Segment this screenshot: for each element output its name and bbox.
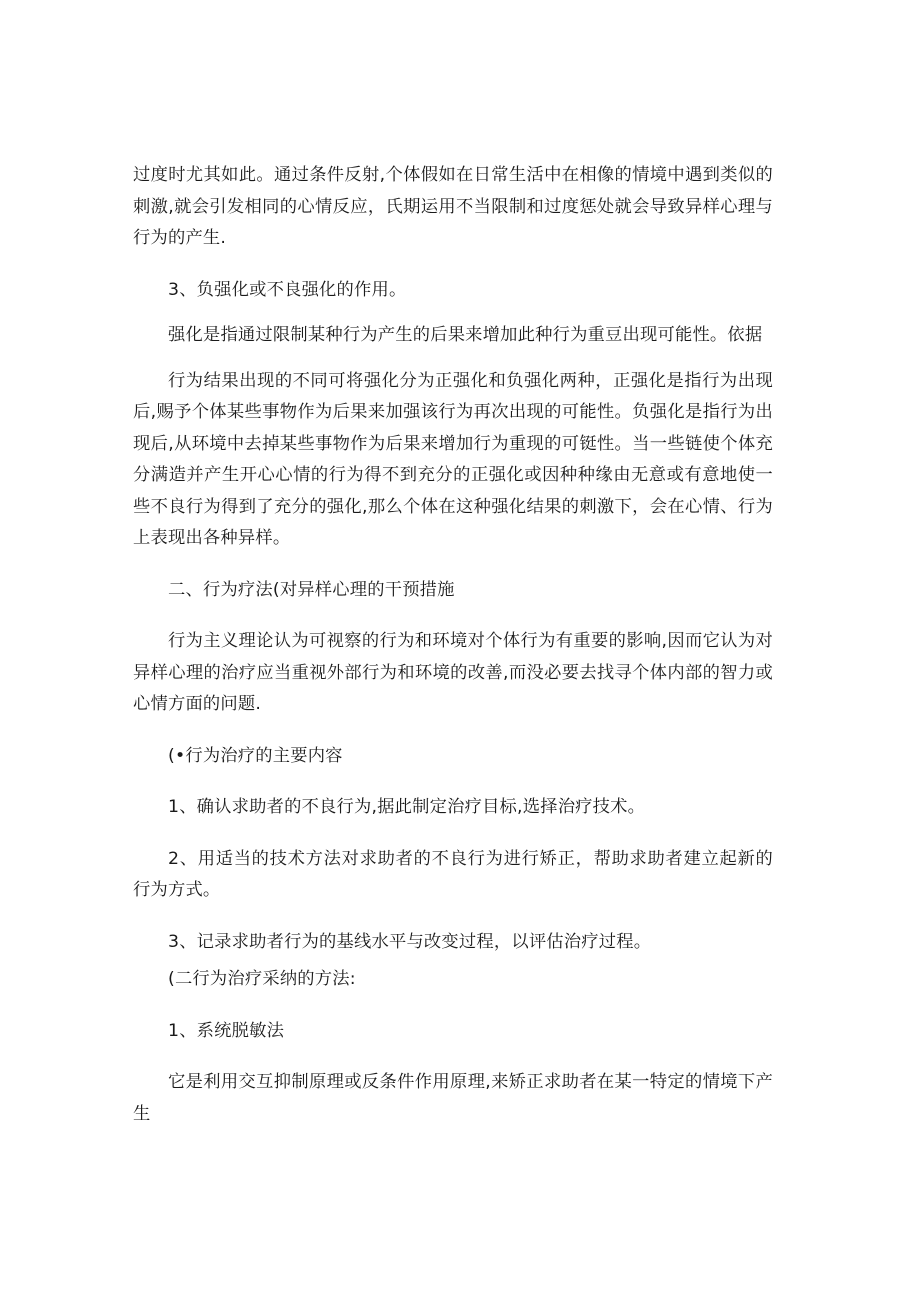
heading-negative-reinforcement: 3、负强化或不良强化的作用。: [168, 279, 407, 300]
list-item-record-baseline: 3、记录求助者行为的基线水平与改变过程，以评估治疗过程。: [168, 931, 652, 952]
list-item-confirm-behavior: 1、确认求助者的不良行为,据此制定治疗目标,选择治疗技术。: [168, 797, 646, 817]
paragraph-behaviorism-theory: 行为主义理论认为可视察的行为和环境对个体行为有重要的影响,因而它认为对异样心理的治疗应当重视外部行为和环境的改善,而没必要去找寻个体内部的智力或心情方面的问题.: [133, 631, 773, 714]
paragraph-reinforcement-types: 行为结果出现的不同可将强化分为正强化和负强化两种，正强化是指行为出现后,赐予个体某些事物作为后果来加强该行为再次出现的可能性。负强化是指行为出现后,从环境中去掉某些事物作为后果来增加行为重现的可铤性。当一些链使个体充分满造并产生开心心情的行为得不到充分的正强化或因种种缘由无意或有意地使一些不良行为得到了充分的强化,那么个体在这种强化结果的刺激下，会在心情、行为上表现出各种异样。: [133, 370, 773, 548]
paragraph-reinforcement-definition: 强化是指通过限制某种行为产生的后果来增加此种行为重豆出现可能性。依据: [168, 325, 763, 345]
heading-therapy-content: (•行为治疗的主要内容: [168, 745, 343, 766]
paragraph-desensitization-definition: 它是利用交互抑制原理或反条件作用原理,来矫正求助者在某一特定的情境下产生: [133, 1072, 773, 1124]
heading-behavior-therapy: 二、行为疗法(对异样心理的干预措施: [168, 579, 455, 600]
heading-therapy-methods: (二行为治疗采纳的方法:: [168, 969, 356, 989]
paragraph-conditioning: 过度时尤其如此。通过条件反射,个体假如在日常生活中在相像的情境中遇到类似的刺激,就会引发相同的心情反应，氏期运用不当限制和过度惩处就会导致异样心理与行为的产生.: [133, 165, 773, 248]
heading-systematic-desensitization: 1、系统脱敏法: [168, 1020, 285, 1041]
list-item-correct-behavior: 2、用适当的技术方法对求助者的不良行为进行矫正，帮助求助者建立起新的行为方式。: [133, 848, 773, 900]
document-page: [133, 160, 773, 1130]
